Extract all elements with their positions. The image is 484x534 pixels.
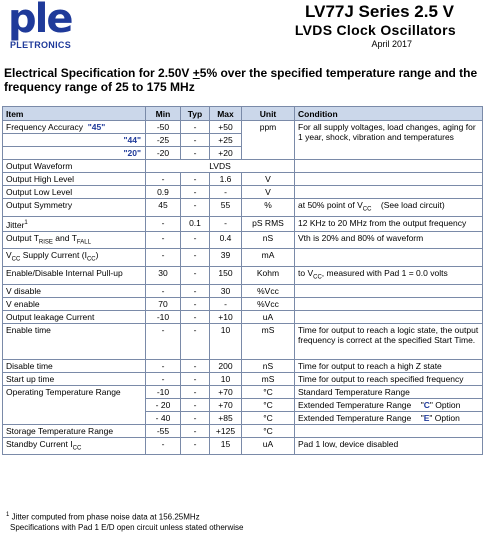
table-cell: Output Symmetry — [3, 199, 146, 217]
table-cell: +20 — [210, 147, 242, 160]
table-cell: %Vcc — [242, 297, 295, 310]
table-row — [3, 249, 483, 267]
table-row — [3, 359, 483, 372]
document-title: LV77J Series 2.5 V — [304, 2, 454, 21]
table-header-row — [3, 107, 483, 121]
table-row — [3, 121, 483, 134]
table-cell: Enable time — [3, 323, 146, 359]
table-cell: V disable — [3, 284, 146, 297]
table-cell: 70 — [146, 297, 181, 310]
table-cell: - — [146, 216, 181, 231]
electrical-spec-table — [2, 106, 483, 455]
table-cell: - — [181, 249, 210, 267]
table-cell: +70 — [210, 398, 242, 411]
table-cell: - — [146, 284, 181, 297]
table-cell: - — [146, 249, 181, 267]
table-cell: +10 — [210, 310, 242, 323]
table-cell: 15 — [210, 437, 242, 455]
table-cell: -10 — [146, 385, 181, 398]
table-cell: V enable — [3, 297, 146, 310]
pletronics-logo — [4, 2, 74, 52]
table-cell: - — [181, 173, 210, 186]
table-cell: %Vcc — [242, 284, 295, 297]
table-cell: - — [181, 121, 210, 134]
table-cell: - — [146, 323, 181, 359]
table-cell: Standby Current $I_{CC}$ — [3, 437, 146, 455]
table-cell: Enable/Disable Internal Pull-up — [3, 266, 146, 284]
table-cell: $V_{CC}$ Supply Current $(I_{CC})$ — [3, 249, 146, 267]
table-cell: Output leakage Current — [3, 310, 146, 323]
table-cell: - — [181, 424, 210, 437]
table-cell: - — [181, 186, 210, 199]
table-cell: Extended Temperature Range "C" Option — [295, 398, 483, 411]
table-cell: - — [181, 297, 210, 310]
table-cell: Storage Temperature Range — [3, 424, 146, 437]
col-header-typ: Typ — [181, 107, 210, 121]
table-cell: - — [210, 186, 242, 199]
table-cell: Output Low Level — [3, 186, 146, 199]
table-cell: 39 — [210, 249, 242, 267]
table-cell — [295, 173, 483, 186]
table-cell: "20" — [3, 147, 146, 160]
section-heading: Electrical Specification for 2.50V +5% over the specified temperature range and the frequency range of 25 to 175 MHz — [4, 66, 478, 94]
col-header-min: Min — [146, 107, 181, 121]
table-cell: 200 — [210, 359, 242, 372]
table-cell — [295, 249, 483, 267]
table-cell: 45 — [146, 199, 181, 217]
table-cell: - — [181, 437, 210, 455]
document-subtitle: LVDS Clock Oscillators — [294, 22, 456, 38]
table-cell: - — [181, 284, 210, 297]
table-cell: 55 — [210, 199, 242, 217]
footnotes — [6, 510, 243, 533]
table-cell: Start up time — [3, 372, 146, 385]
col-header-item: Item — [3, 107, 146, 121]
table-cell: nS — [242, 231, 295, 249]
table-cell: Operating Temperature Range — [3, 385, 146, 424]
table-cell: - — [181, 411, 210, 424]
footnote-pad1: Specifications with Pad 1 E/D open circuit unless stated otherwise — [10, 522, 244, 532]
document-date: April 2017 — [371, 39, 412, 49]
table-cell: +25 — [210, 134, 242, 147]
table-cell: - — [210, 216, 242, 231]
table-cell: Pad 1 low, device disabled — [295, 437, 483, 455]
table-cell — [295, 160, 483, 173]
table-cell: +125 — [210, 424, 242, 437]
table-cell: at 50% point of $V_{CC}$ (See load circuit) — [295, 199, 483, 217]
table-row — [3, 385, 483, 398]
table-cell: % — [242, 199, 295, 217]
table-cell: +85 — [210, 411, 242, 424]
table-cell — [295, 310, 483, 323]
table-cell: +50 — [210, 121, 242, 134]
table-cell: Vth is 20% and 80% of waveform — [295, 231, 483, 249]
table-cell: nS — [242, 359, 295, 372]
table-cell: 30 — [146, 266, 181, 284]
table-cell: "44" — [3, 134, 146, 147]
table-cell: Output Waveform — [3, 160, 146, 173]
table-cell: - — [181, 385, 210, 398]
table-cell: -50 — [146, 121, 181, 134]
table-cell: mS — [242, 323, 295, 359]
table-cell: LVDS — [146, 160, 295, 173]
table-cell: - — [181, 323, 210, 359]
table-cell: mA — [242, 249, 295, 267]
table-cell: Time for output to reach a logic state, the output frequency is correct at the specified Start Time. — [295, 323, 483, 359]
table-cell: - — [181, 310, 210, 323]
table-cell: - 40 — [146, 411, 181, 424]
table-cell: °C — [242, 385, 295, 398]
table-cell — [295, 297, 483, 310]
table-row — [3, 199, 483, 217]
table-cell: 0.1 — [181, 216, 210, 231]
table-row — [3, 372, 483, 385]
table-cell: Kohm — [242, 266, 295, 284]
table-cell: Jitter$^1$ — [3, 216, 146, 231]
table-row — [3, 173, 483, 186]
table-cell — [295, 186, 483, 199]
table-cell: Disable time — [3, 359, 146, 372]
table-cell: - — [146, 173, 181, 186]
table-cell: Time for output to reach a high Z state — [295, 359, 483, 372]
table-row — [3, 186, 483, 199]
table-row — [3, 284, 483, 297]
table-cell: -25 — [146, 134, 181, 147]
table-cell: °C — [242, 411, 295, 424]
table-row — [3, 310, 483, 323]
table-cell: -20 — [146, 147, 181, 160]
table-cell: 10 — [210, 323, 242, 359]
logo-company-name: PLETRONICS — [10, 40, 72, 50]
table-cell: Output High Level — [3, 173, 146, 186]
table-cell: V — [242, 173, 295, 186]
table-cell: - — [181, 231, 210, 249]
table-row — [3, 231, 483, 249]
table-cell: 30 — [210, 284, 242, 297]
table-cell: - — [146, 372, 181, 385]
table-cell: - — [181, 199, 210, 217]
table-cell: -55 — [146, 424, 181, 437]
table-cell: ppm — [242, 121, 295, 160]
table-row — [3, 266, 483, 284]
table-row — [3, 160, 483, 173]
table-cell: - — [181, 147, 210, 160]
table-cell: -10 — [146, 310, 181, 323]
table-cell: °C — [242, 398, 295, 411]
logo-wordmark: ple — [8, 0, 72, 42]
table-cell: to $V_{CC}$, measured with Pad 1 = 0.0 volts — [295, 266, 483, 284]
table-cell: uA — [242, 437, 295, 455]
table-cell: Frequency Accuracy "45" — [3, 121, 146, 134]
table-cell: - — [181, 134, 210, 147]
table-cell: - — [146, 359, 181, 372]
table-row — [3, 437, 483, 455]
col-header-condition: Condition — [295, 107, 483, 121]
table-cell: °C — [242, 424, 295, 437]
table-cell: +70 — [210, 385, 242, 398]
table-cell — [295, 284, 483, 297]
table-cell: 12 KHz to 20 MHz from the output frequency — [295, 216, 483, 231]
table-cell: mS — [242, 372, 295, 385]
table-cell: Time for output to reach specified frequency — [295, 372, 483, 385]
table-row — [3, 424, 483, 437]
table-cell: Extended Temperature Range "E" Option — [295, 411, 483, 424]
table-cell: V — [242, 186, 295, 199]
table-cell: pS RMS — [242, 216, 295, 231]
col-header-unit: Unit — [242, 107, 295, 121]
table-row — [3, 216, 483, 231]
table-row — [3, 297, 483, 310]
col-header-max: Max — [210, 107, 242, 121]
table-cell — [295, 424, 483, 437]
table-cell: 1.6 — [210, 173, 242, 186]
table-cell: Output $T_{RISE}$ and $T_{FALL}$ — [3, 231, 146, 249]
table-cell: - — [146, 437, 181, 455]
table-cell: 10 — [210, 372, 242, 385]
table-cell: 0.9 — [146, 186, 181, 199]
table-cell: - 20 — [146, 398, 181, 411]
table-cell: - — [146, 231, 181, 249]
table-cell: - — [181, 266, 210, 284]
table-cell: uA — [242, 310, 295, 323]
table-cell: 150 — [210, 266, 242, 284]
footnote-jitter: $^1$ Jitter computed from phase noise data at 156.25MHz — [6, 512, 200, 522]
table-cell: - — [181, 372, 210, 385]
table-cell: 0.4 — [210, 231, 242, 249]
table-cell: For all supply voltages, load changes, aging for 1 year, shock, vibration and temperatures — [295, 121, 483, 160]
table-cell: - — [181, 359, 210, 372]
table-cell: - — [210, 297, 242, 310]
table-cell: Standard Temperature Range — [295, 385, 483, 398]
table-cell: - — [181, 398, 210, 411]
table-row — [3, 323, 483, 359]
